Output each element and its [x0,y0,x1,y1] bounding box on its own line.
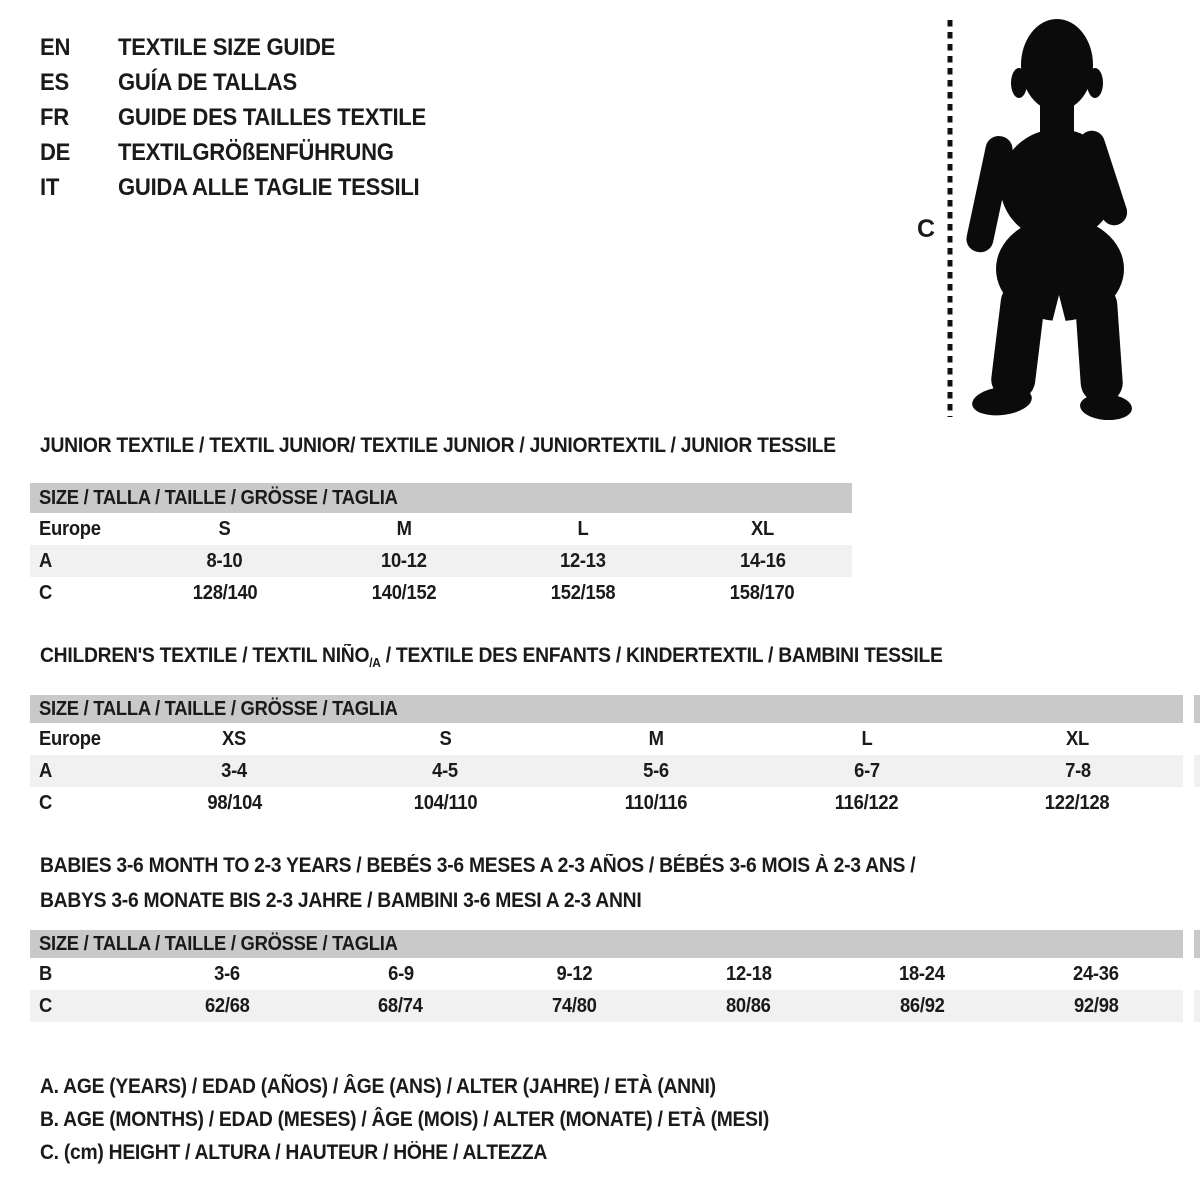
size-cell: 104/110 [413,791,477,814]
size-cell: XL [1066,727,1090,750]
size-header-bar: SIZE / TALLA / TAILLE / GRÖSSE / TAGLIA [30,930,1183,958]
size-cell: 158/170 [730,581,795,604]
legend-line-c: C. (cm) HEIGHT / ALTURA / HAUTEUR / HÖHE / ALTEZZA [40,1141,548,1164]
size-cell: S [439,727,452,750]
height-measure-label: C [917,215,935,243]
children-table-rows [30,723,1183,819]
size-cell: 5-6 [643,759,669,782]
table-row [30,755,1183,787]
size-cell: 24-36 [1073,962,1119,985]
table-row [30,787,1183,819]
size-cell: 3-4 [221,759,248,782]
junior-size-table [30,483,852,609]
table-row [30,577,852,609]
size-cell: 68/74 [378,994,424,1017]
row-label: A [39,549,53,572]
size-cell: 6-9 [387,962,414,985]
table-row [30,958,1183,990]
children-section-title: CHILDREN'S TEXTILE / TEXTIL $NIÑO_{/A}$ / TEXTILE DES ENFANTS / KINDERTEXTIL / BAMBINI TESSILE [40,644,943,671]
row-label: A [39,759,53,782]
size-cell: M [648,727,664,750]
lang-row-de [40,135,453,170]
babies-section-title: BABIES 3-6 MONTH TO 2-3 YEARS / BEBÉS 3-6 MESES A 2-3 AÑOS / BÉBÉS 3-6 MOIS À 2-3 ANS / BABYS 3-6 MONATE BIS 2-3 JAHRE / BAMBINI 3-6 MESI A 2-3 ANNI [40,854,916,912]
size-cell: 80/86 [726,994,771,1017]
row-label: B [39,962,53,985]
size-cell: 3-6 [214,962,240,985]
measurement-legend [40,1070,832,1169]
lang-code: FR [40,103,69,131]
size-cell: L [577,517,589,540]
size-header-bar: SIZE / TALLA / TAILLE / GRÖSSE / TAGLIA [30,695,1183,723]
lang-code: ES [40,68,69,96]
bar-edge-sliver [1194,930,1200,958]
size-cell: 10-12 [381,549,427,572]
lang-code: IT [40,173,60,201]
row-label: C [39,791,53,814]
height-figure [915,15,1150,420]
nino-a-subscript: /A [369,655,381,671]
size-cell: S [218,517,231,540]
table-row [30,545,852,577]
stripe-edge-sliver [1194,755,1200,787]
size-cell: 62/68 [204,994,250,1017]
size-cell: 86/92 [899,994,945,1017]
size-cell: 12-13 [560,549,606,572]
junior-table-rows [30,513,852,609]
stripe-edge-sliver [1194,990,1200,1022]
lang-row-fr [40,100,453,135]
size-cell: 6-7 [853,759,880,782]
guide-title-en: TEXTILE SIZE GUIDE [118,33,336,61]
size-cell: XL [750,517,774,540]
babies-size-table [30,930,1183,1022]
lang-code: DE [40,138,71,166]
lang-row-it [40,170,453,205]
row-label: Europe [39,517,101,540]
size-cell: 140/152 [371,581,437,604]
guide-title-es: GUÍA DE TALLAS [118,68,297,96]
guide-title-it: GUIDA ALLE TAGLIE TESSILI [118,173,420,201]
toddler-silhouette-icon [915,15,1150,420]
row-label: C [39,581,53,604]
lang-row-es [40,65,453,100]
size-cell: L [861,727,873,750]
legend-line-a: A. AGE (YEARS) / EDAD (AÑOS) / ÂGE (ANS) / ALTER (JAHRE) / ETÀ (ANNI) [40,1075,716,1098]
guide-title-de: TEXTILGRÖßENFÜHRUNG [118,138,394,166]
table-row [30,723,1183,755]
row-label: C [39,994,53,1017]
table-row [30,513,852,545]
size-cell: 116/122 [834,791,899,814]
size-cell: 110/116 [624,791,688,814]
size-cell: 98/104 [207,791,262,814]
lang-row-en [40,30,453,65]
size-cell: 14-16 [739,549,786,572]
size-cell: 4-5 [432,759,459,782]
row-label: Europe [39,727,101,750]
language-header [40,30,453,205]
size-cell: 8-10 [206,549,243,572]
size-cell: XS [222,727,247,750]
size-cell: 128/140 [192,581,257,604]
guide-title-fr: GUIDE DES TAILLES TEXTILE [118,103,426,131]
size-cell: 122/128 [1045,791,1110,814]
bar-edge-sliver [1194,695,1200,723]
table-row [30,990,1183,1022]
size-cell: 12-18 [725,962,772,985]
children-size-table [30,695,1183,819]
size-cell: 7-8 [1064,759,1091,782]
size-cell: M [396,517,412,540]
size-cell: 92/98 [1073,994,1119,1017]
legend-line-b: B. AGE (MONTHS) / EDAD (MESES) / ÂGE (MOIS) / ALTER (MONATE) / ETÀ (MESI) [40,1108,770,1131]
lang-code: EN [40,33,71,61]
size-cell: 18-24 [899,962,946,985]
junior-section-title: JUNIOR TEXTILE / TEXTIL JUNIOR/ TEXTILE JUNIOR / JUNIORTEXTIL / JUNIOR TESSILE [40,434,836,457]
size-cell: 9-12 [556,962,593,985]
size-cell: 74/80 [552,994,597,1017]
size-header-bar: SIZE / TALLA / TAILLE / GRÖSSE / TAGLIA [30,483,852,513]
size-cell: 152/158 [550,581,616,604]
babies-table-rows [30,958,1183,1022]
